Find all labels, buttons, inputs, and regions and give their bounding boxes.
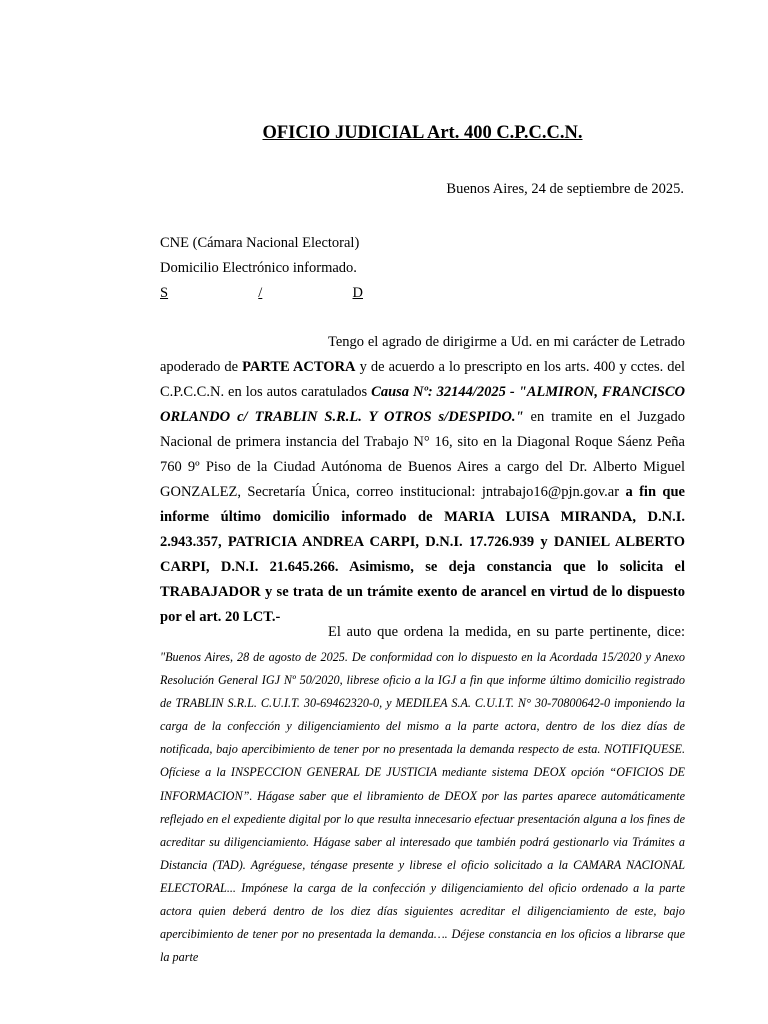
case-caption: Causa Nº: 32144/2025 - "ALMIRON, FRANCISCO ORLANDO c/ TRABLIN S.R.L. Y OTROS s/DESPIDO." <box>160 384 685 425</box>
sd-slash: / <box>258 285 263 301</box>
sd-d: D <box>352 285 363 301</box>
sd-line <box>160 281 363 306</box>
body-paragraph <box>160 330 685 630</box>
document-title: OFICIO JUDICIAL Art. 400 C.P.C.C.N. <box>262 123 583 143</box>
request-text: a fin que informe último domicilio informado de MARIA LUISA MIRANDA, D.N.I. 2.943.357, PATRICIA ANDREA CARPI, D.N.I. 17.726.939 y DANIEL ALBERTO CARPI, D.N.I. 21.645.266. Asimismo, se deja constancia que lo solicita el TRABAJADOR y se trata de un trámite exento de arancel en virtud de lo dispuesto por el art. 20 LCT.- <box>160 484 685 625</box>
body-text-2: y de acuerdo a lo prescripto en los arts. 400 y cctes. del C.P.C.C.N. en los autos caratulados <box>160 359 685 400</box>
addressee-name: CNE (Cámara Nacional Electoral) <box>160 235 360 251</box>
quote-lead <box>160 620 685 645</box>
date-line: Buenos Aires, 24 de septiembre de 2025. <box>446 181 684 197</box>
addressee-block <box>160 231 363 306</box>
addressee-domicile: Domicilio Electrónico informado. <box>160 260 357 276</box>
body-text-1: Tengo el agrado de dirigirme a Ud. en mi carácter de Letrado apoderado de <box>160 334 685 375</box>
court-order-quote: "Buenos Aires, 28 de agosto de 2025. De conformidad con lo dispuesto en la Acordada 15/2020 y Anexo Resolución General IGJ Nº 50/2020, librese oficio a la IGJ a fin que informe último domicilio registrado de TRABLIN S.R.L. C.U.I.T. 30-69462320-0, y MEDILEA S.A. C.U.I.T. N° 30-70800642-0 imponiendo la carga de la confección y diligenciamiento del mismo a la parte actora, dentro de los diez días de notificada, bajo apercibimiento de tener por no presentada la demanda respecto de esta. NOTIFIQUESE. Ofíciese a la INSPECCION GENERAL DE JUSTICIA mediante sistema DEOX opción “OFICIOS DE INFORMACION”. Hágase saber que el libramiento de DEOX por las partes aparece automáticamente reflejado en el expediente digital por lo que resulta innecesario efectuar presentación alguna a los fines de acreditar su diligenciamiento. Hágase saber al interesado que también podrá gestionarlo via Trámites a Distancia (TAD). Agréguese, téngase presente y librese el oficio solicitado a la CAMARA NACIONAL ELECTORAL... Impónese la carga de la confección y diligenciamiento del oficio ordenado a la parte actora quien deberá dentro de los diez días siguientes acreditar el diligenciamiento de este, bajo apercibimiento de tener por no presentada la demanda…. Déjese constancia en los oficios a librarse que la parte <box>160 650 685 965</box>
quote-lead-text: El auto que ordena la medida, en su parte pertinente, dice: <box>328 624 685 640</box>
sd-s: S <box>160 285 169 301</box>
party-name: PARTE ACTORA <box>242 359 356 375</box>
body-text-3: en tramite en el Juzgado Nacional de primera instancia del Trabajo N° 16, sito en la Diagonal Roque Sáenz Peña 760 9º Piso de la Ciudad Autónoma de Buenos Aires a cargo del Dr. Alberto Miguel GONZALEZ, Secretaría Única, correo institucional: jntrabajo16@pjn.gov.ar <box>160 409 686 500</box>
